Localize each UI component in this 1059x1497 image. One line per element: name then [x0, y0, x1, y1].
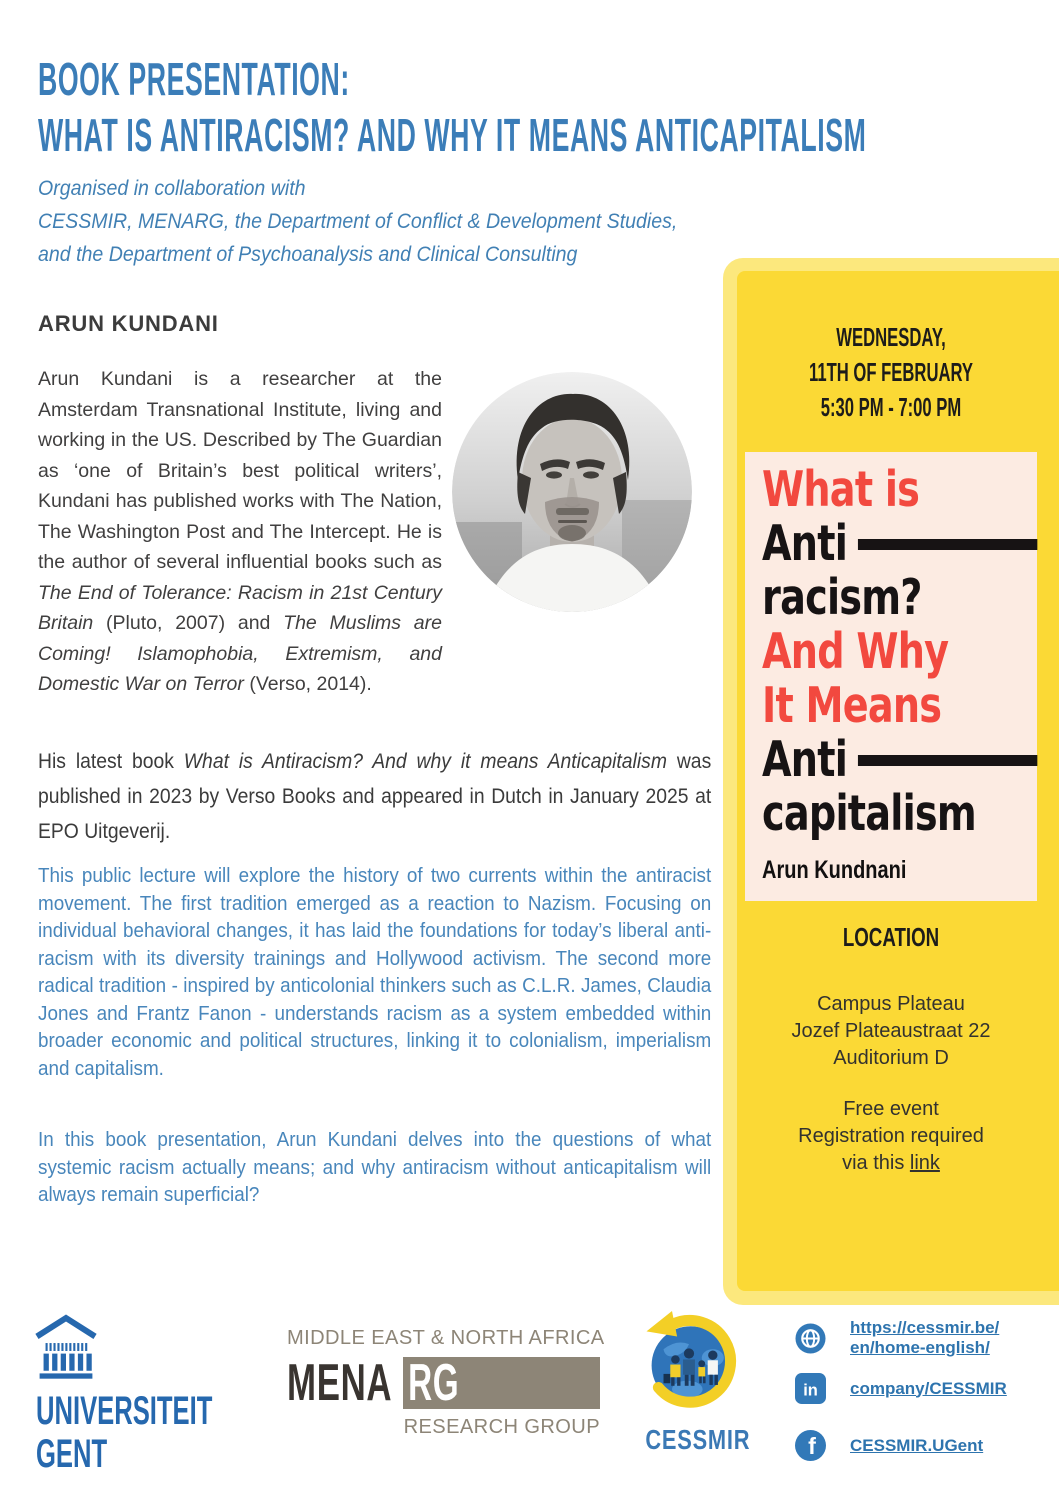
- free-event-line: Free event: [843, 1098, 939, 1120]
- collaboration-line1: Organised in collaboration with: [38, 176, 306, 200]
- menarg-group-text: RESEARCH GROUP: [403, 1415, 600, 1438]
- location-heading: LOCATION: [842, 922, 940, 952]
- location-street: Jozef Plateaustraat 22: [791, 1020, 991, 1042]
- menarg-wordmark: [287, 1354, 600, 1412]
- lecture-paragraph: This public lecture will explore the history of two currents within the antiracist movement. The first tradition emerged as a reaction to Nazism. Focusing on individual behavioral changes, it has laid the foundations for today’s liberal anti-racism with its diversity trainings and Hollywood activism. The second more radical tradition - inspired by anticolonial thinkers such as C.L.R. James, Claudia Jones and Frantz Fanon - understands racism as a system embedded within broader economic and political structures, linking it to colonialism, imperialism and capitalism.: [38, 864, 712, 1080]
- cover-dash: [858, 755, 1037, 766]
- event-date: 11TH OF FEBRUARY: [809, 357, 973, 387]
- latest-book-paragraph: His latest book What is Antiracism? And why it means Anticapitalism was published in 2023 by Verso Books and appeared in Dutch in January 2025 at EPO Uitgeverij.: [38, 750, 712, 843]
- registration-link-line: [723, 1150, 1059, 1177]
- website-row: [795, 1318, 1007, 1358]
- facebook-link[interactable]: CESSMIR.UGent: [850, 1435, 984, 1455]
- location-address: [723, 991, 1059, 1072]
- event-sidebar: [723, 258, 1059, 1305]
- presentation-paragraph: In this book presentation, Arun Kundani delves into the questions of what systemic racism actually means; and why antiracism without anticapitalism will always remain superficial?: [38, 1128, 712, 1206]
- page-title-line2: WHAT IS ANTIRACISM? AND WHY IT MEANS ANTICAPITALISM: [38, 109, 867, 161]
- cover-title-line: capitalism: [762, 784, 976, 842]
- ugent-logo: [33, 1314, 99, 1385]
- cover-title-line: Anti: [762, 732, 1037, 786]
- collaboration-line3: and the Department of Psychoanalysis and Clinical Consulting: [38, 242, 578, 266]
- registration-link[interactable]: link: [909, 1152, 940, 1174]
- cover-title-line: And Why: [762, 622, 949, 680]
- cover-title-line: racism?: [762, 568, 922, 626]
- ugent-line2: GENT: [36, 1432, 108, 1476]
- website-link[interactable]: https://cessmir.be/ en/home-english/: [850, 1318, 1000, 1357]
- location-venue: Campus Plateau: [817, 993, 965, 1015]
- cover-author: Arun Kundnani: [762, 856, 907, 884]
- speaker-portrait-image: [452, 372, 692, 612]
- event-time: 5:30 PM - 7:00 PM: [820, 392, 962, 422]
- event-datetime: [723, 320, 1059, 425]
- cover-dash: [858, 539, 1037, 550]
- collaboration-line2: CESSMIR, MENARG, the Department of Conflict & Development Studies,: [38, 209, 678, 233]
- svg-text:f: f: [808, 1433, 816, 1460]
- speaker-heading: ARUN KUNDANI: [38, 311, 219, 336]
- ugent-line1: UNIVERSITEIT: [36, 1389, 213, 1433]
- linkedin-icon[interactable]: [795, 1373, 826, 1404]
- link-prefix: via this: [842, 1152, 910, 1174]
- social-links: [795, 1318, 1007, 1461]
- cessmir-logo: [633, 1311, 751, 1456]
- menarg-region-text: MIDDLE EAST & NORTH AFRICA: [287, 1326, 605, 1349]
- menarg-logo: [287, 1326, 605, 1439]
- page-title-line1: BOOK PRESENTATION:: [38, 53, 350, 105]
- speaker-photo: [452, 372, 692, 612]
- linkedin-link[interactable]: company/CESSMIR: [850, 1378, 1007, 1398]
- location-room: Auditorium D: [833, 1047, 949, 1069]
- cover-title-line: Anti: [762, 516, 1037, 570]
- free-event-note: [723, 1096, 1059, 1177]
- cover-title-line: It Means: [762, 676, 942, 734]
- globe-icon[interactable]: [795, 1323, 826, 1354]
- speaker-bio-paragraph: Arun Kundani is a researcher at the Amsterdam Transnational Institute, living and working in the US. Described by The Guardian as ‘one of Britain’s best political writers’, Kundani has published works with The Nation, The Washington Post and The Intercept. He is the author of several influential books such as The End of Tolerance: Racism in 21st Century Britain (Pluto, 2007) and The Muslims are Coming! Islamophobia, Extremism, and Domestic War on Terror (Verso, 2014).: [38, 368, 442, 695]
- event-day: WEDNESDAY,: [836, 322, 946, 352]
- menarg-rg-box: RG: [403, 1357, 600, 1409]
- registration-line: Registration required: [798, 1125, 984, 1147]
- book-cover-title: [745, 452, 1037, 840]
- cover-title-line: What is: [762, 460, 920, 518]
- collaboration-note: [38, 172, 677, 271]
- cessmir-globe-icon: [636, 1311, 742, 1413]
- book-cover: [745, 452, 1037, 901]
- svg-text:in: in: [803, 1381, 818, 1400]
- facebook-icon[interactable]: [795, 1430, 826, 1461]
- facebook-row: [795, 1430, 1007, 1461]
- linkedin-row: [795, 1373, 1007, 1404]
- menarg-mena: MENA: [287, 1354, 393, 1412]
- ugent-wordmark: [36, 1390, 212, 1476]
- cessmir-wordmark: CESSMIR: [645, 1424, 751, 1455]
- temple-icon: [33, 1314, 99, 1380]
